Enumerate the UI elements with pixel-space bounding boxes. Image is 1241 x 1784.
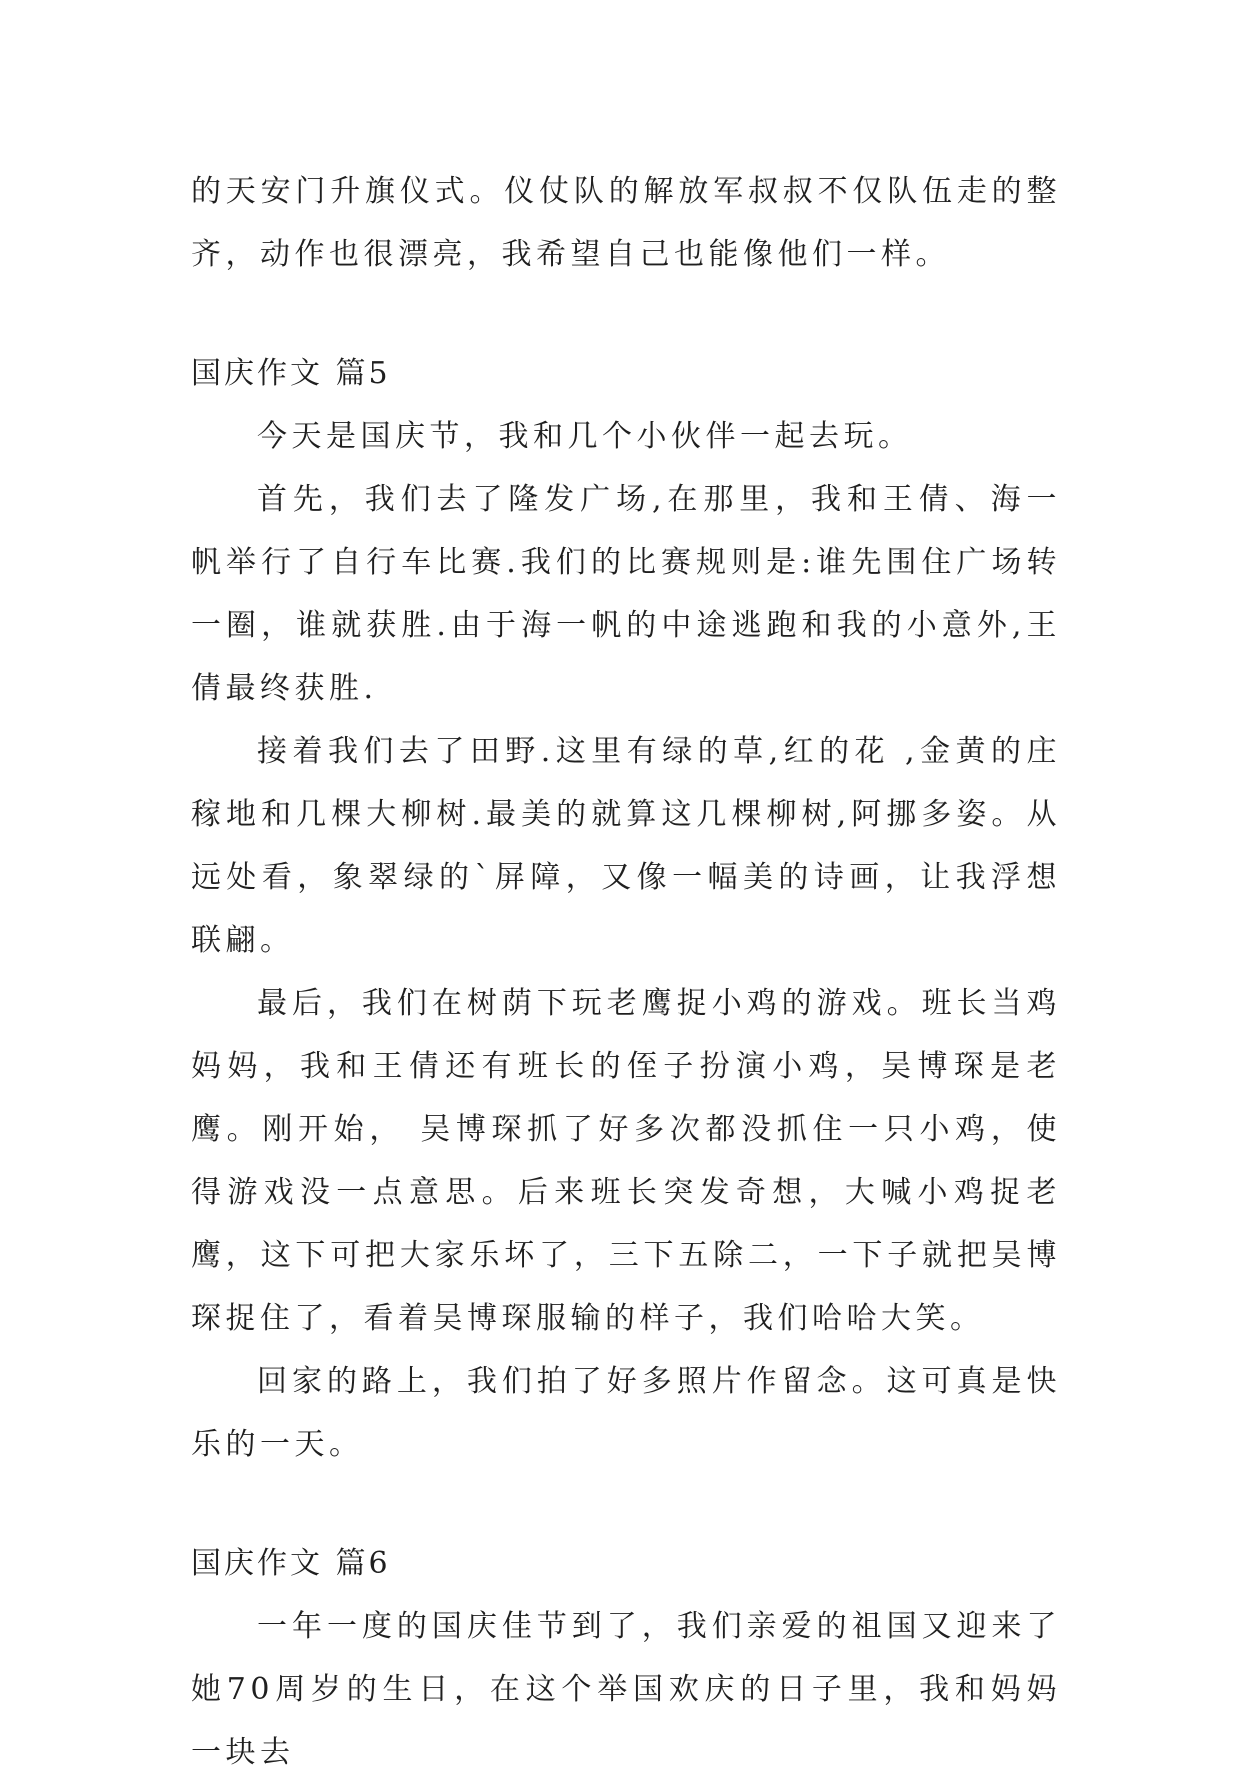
section-6-paragraph-1: 一年一度的国庆佳节到了，我们亲爱的祖国又迎来了她70周岁的生日，在这个举国欢庆的日子里，我和妈妈一块去 — [191, 1609, 1061, 1770]
continuation-paragraph: 的天安门升旗仪式。仪仗队的解放军叔叔不仅队伍走的整齐，动作也很漂亮，我希望自己也能像他们一样。 — [191, 174, 1061, 272]
section-5-paragraph-3: 接着我们去了田野.这里有绿的草,红的花 ,金黄的庄稼地和几棵大柳树.最美的就算这几棵柳树,阿挪多姿。从远处看，象翠绿的`屏障，又像一幅美的诗画，让我浮想联翩。 — [191, 734, 1061, 958]
section-5-paragraph-5: 回家的路上，我们拍了好多照片作留念。这可真是快乐的一天。 — [191, 1364, 1061, 1462]
section-5-paragraph-2: 首先，我们去了隆发广场,在那里，我和王倩、海一帆举行了自行车比赛.我们的比赛规则是:谁先围住广场转一圈，谁就获胜.由于海一帆的中途逃跑和我的小意外,王倩最终获胜. — [191, 482, 1061, 706]
section-5-paragraph-1: 今天是国庆节，我和几个小伙伴一起去玩。 — [257, 419, 913, 454]
section-5-title: 国庆作文 篇5 — [191, 356, 391, 391]
section-5-paragraph-4: 最后，我们在树荫下玩老鹰捉小鸡的游戏。班长当鸡妈妈，我和王倩还有班长的侄子扮演小鸡，吴博琛是老鹰。刚开始， 吴博琛抓了好多次都没抓住一只小鸡，使得游戏没一点意思。后来班长突发奇想，大喊小鸡捉老鹰，这下可把大家乐坏了，三下五除二，一下子就把吴博琛捉住了，看着吴博琛服输的样子，我们哈哈大笑。 — [191, 986, 1061, 1336]
document-body — [191, 160, 1061, 1784]
section-6-title: 国庆作文 篇6 — [191, 1546, 391, 1581]
